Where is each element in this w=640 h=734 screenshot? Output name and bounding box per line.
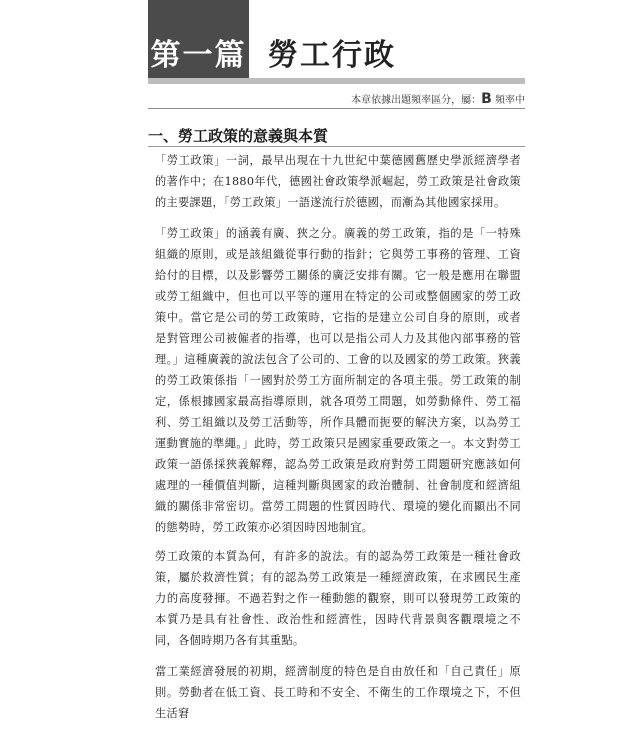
paragraph-3: 勞工政策的本質為何，有許多的說法。有的認為勞工政策是一種社會政策，屬於救濟性質；有的認為勞工政策是一種經濟政策，在求國民生產力的高度發揮。不過若對之作一種動態的觀察，則可以發現勞工政策的本質乃是具有社會性、政治性和經濟性，因時代背景與客觀環境之不同，各個時期乃各有其重點。	[155, 550, 521, 647]
chapter-label: 第一篇	[150, 38, 247, 73]
chapter-title: 勞工行政	[268, 38, 396, 73]
paragraph-4: 當工業經濟發展的初期，經濟制度的特色是自由放任和「自己責任」原則。勞動者在低工資、長工時和不安全、不衛生的工作環境之下，不但生活窘	[155, 665, 521, 720]
section-title: 一、勞工政策的意義與本質	[148, 127, 329, 145]
paragraph-2: 「勞工政策」的涵義有廣、狹之分。廣義的勞工政策，指的是「一特殊組織的原則，或是該組織從事行動的指針；它與勞工事務的管理、工資給付的目標，以及影響勞工關係的廣泛安排有關。它一般是應用在聯盟或勞工組織中，但也可以平等的運用在特定的公司或整個國家的勞工政策中。當它是公司的勞工政策時，它指的是建立公司自身的原則，或者是對管理公司被僱者的指導，也可以是指公司人力及其他內部事務的管理。」這種廣義的說法包含了公司的、工會的以及國家的勞工政策。狹義的勞工政策係指「一國對於勞工方面所制定的各項主張。勞工政策的制定，係根據國家最高指導原則，就各項勞工問題，如勞動條件、勞工福利、勞工組織以及勞工活動等，所作具體而扼要的解決方案，以為勞工運動實施的準繩。」此時，勞工政策只是國家重要政策之一。本文對勞工政策一語係採狹義解釋，認為勞工政策是政府對勞工問題研究應該如何處理的一種價值判斷，這種判斷與國家的政治體制、社會制度和經濟組織的關係非常密切。當勞工問題的性質因時代、環境的變化而顯出不同的態勢時，勞工政策亦必須因時因地制宜。	[155, 227, 521, 534]
frequency-grade: B	[481, 91, 492, 107]
frequency-suffix: 頻率中	[491, 95, 525, 106]
frequency-text: 本章依據出題頻率區分，屬：	[351, 95, 482, 106]
section-divider	[148, 146, 525, 147]
paragraph-1: 「勞工政策」一詞，最早出現在十九世紀中葉德國舊歷史學派經濟學者的著作中；在1880年代，德國社會政策學派崛起，勞工政策是社會政策的主要課題，「勞工政策」一語遂流行於德國，而漸為其他國家採用。	[155, 154, 521, 209]
body-text	[155, 150, 521, 734]
frequency-note	[351, 92, 525, 108]
header-divider	[148, 78, 525, 84]
frequency-divider	[148, 108, 525, 109]
